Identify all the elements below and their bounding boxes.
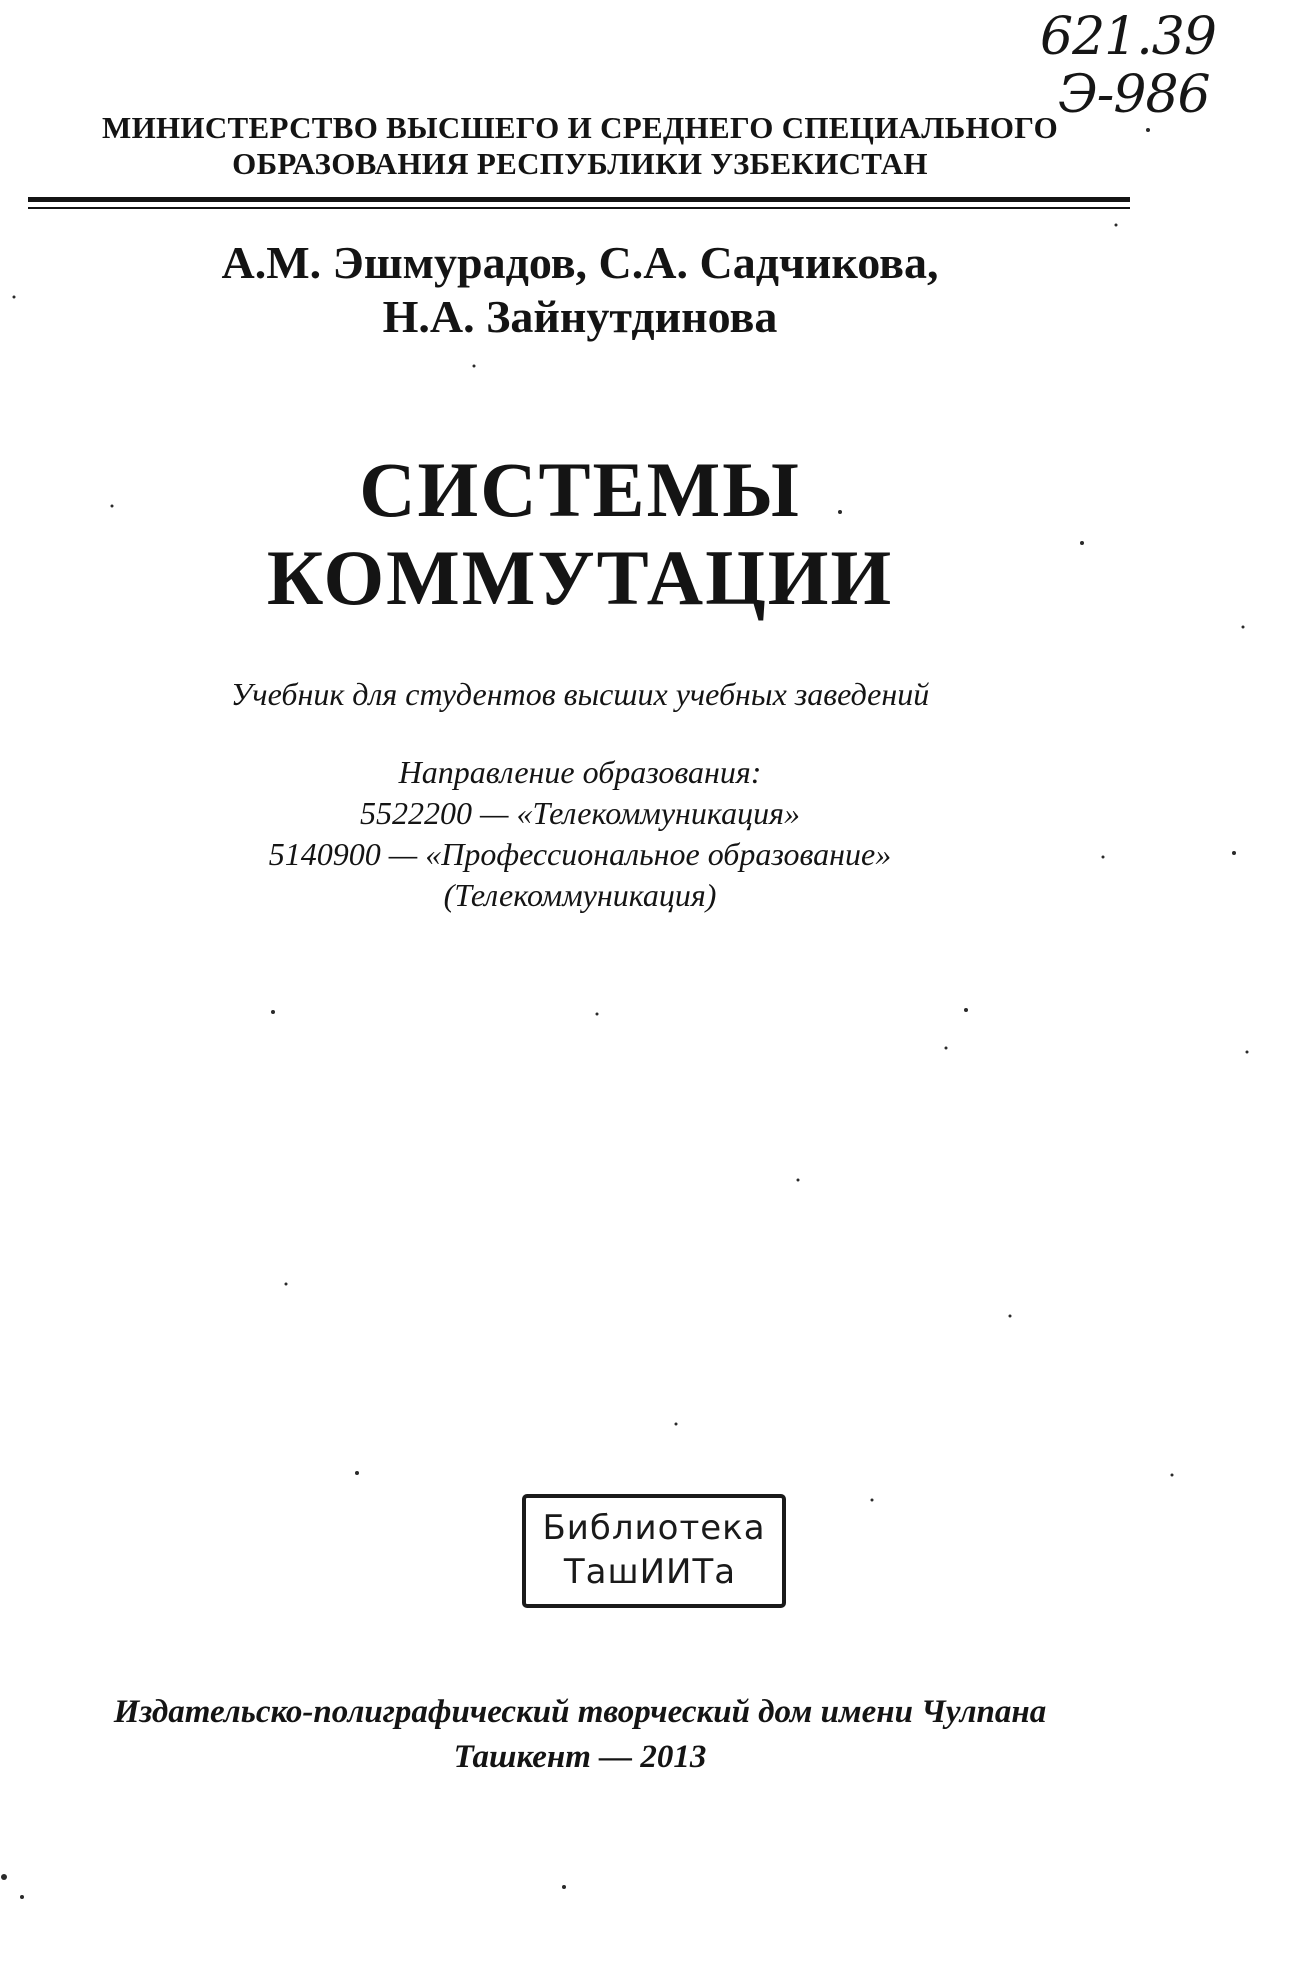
call-number-author-mark: Э-986 <box>1058 65 1210 125</box>
ministry-line-1: МИНИСТЕРСТВО ВЫСШЕГО И СРЕДНЕГО СПЕЦИАЛЬНОГО <box>102 110 1058 145</box>
book-subtitle: Учебник для студентов высших учебных заведений <box>230 676 930 712</box>
direction-line-1: 5522200 — «Телекоммуникация» <box>360 795 800 831</box>
direction-line-3: (Телекоммуникация) <box>443 877 717 913</box>
direction-line-2: 5140900 — «Профессиональное образование» <box>268 836 892 872</box>
call-number-classification: 621.39 <box>1040 7 1216 67</box>
direction-heading: Направление образования: <box>398 754 762 790</box>
ministry-line-2: ОБРАЗОВАНИЯ РЕСПУБЛИКИ УЗБЕКИСТАН <box>232 146 928 181</box>
book-title-line-1: СИСТЕМЫ <box>359 446 801 533</box>
library-stamp-line-1: Библиотека <box>542 1508 766 1548</box>
book-title-line-2: КОММУТАЦИИ <box>266 534 894 621</box>
publisher-city-year: Ташкент — 2013 <box>453 1739 707 1775</box>
authors-line-2: Н.А. Зайнутдинова <box>382 291 778 342</box>
library-stamp-line-2: ТашИИТа <box>563 1552 737 1592</box>
publisher-name: Издательско-полиграфический творческий дом имени Чулпана <box>113 1694 1047 1730</box>
authors-line-1: А.М. Эшмурадов, С.А. Садчикова, <box>221 237 939 288</box>
